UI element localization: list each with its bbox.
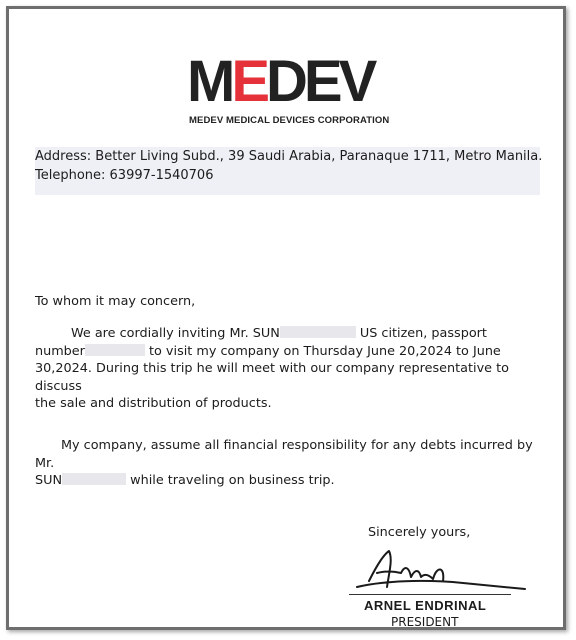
logo-letter-e: E: [231, 49, 267, 114]
logo-letters-dev: DEV: [266, 49, 374, 114]
para1-line1: We are cordially inviting Mr. SUN US citizen, passport: [71, 326, 487, 341]
para2-line2: SUN while traveling on business trip.: [35, 473, 335, 488]
signer-title: PRESIDENT: [391, 615, 459, 629]
invitation-paragraph: [35, 325, 555, 413]
signature-line: [349, 594, 511, 595]
address-line: Address: Better Living Subd., 39 Saudi Arabia, Paranaque 1711, Metro Manila.: [35, 149, 543, 164]
company-full-name: MEDEV MEDICAL DEVICES CORPORATION: [189, 115, 390, 126]
signer-name: ARNEL ENDRINAL: [364, 598, 487, 613]
handwritten-signature: [353, 547, 529, 595]
para1-line2: number to visit my company on Thursday June 20,2024 to June: [35, 343, 501, 359]
telephone-line: Telephone: 63997-1540706: [35, 168, 214, 183]
responsibility-paragraph: [35, 437, 555, 490]
para2-line1: My company, assume all financial responsibility for any debts incurred by Mr.: [35, 438, 533, 471]
letter-page: [6, 6, 566, 630]
redacted-name-2: [62, 473, 126, 485]
logo-letter-m: M: [187, 49, 232, 114]
para1-line3: 30,2024. During this trip he will meet with our company representative to discuss: [35, 361, 509, 394]
valediction: Sincerely yours,: [368, 525, 471, 540]
greeting: To whom it may concern,: [35, 294, 196, 309]
address-block: [35, 147, 543, 195]
company-logo: [187, 49, 390, 131]
logo-wordmark: [187, 49, 374, 114]
para1-line4: the sale and distribution of products.: [35, 396, 272, 411]
redacted-passport: [85, 344, 145, 356]
redacted-name: [280, 326, 356, 338]
